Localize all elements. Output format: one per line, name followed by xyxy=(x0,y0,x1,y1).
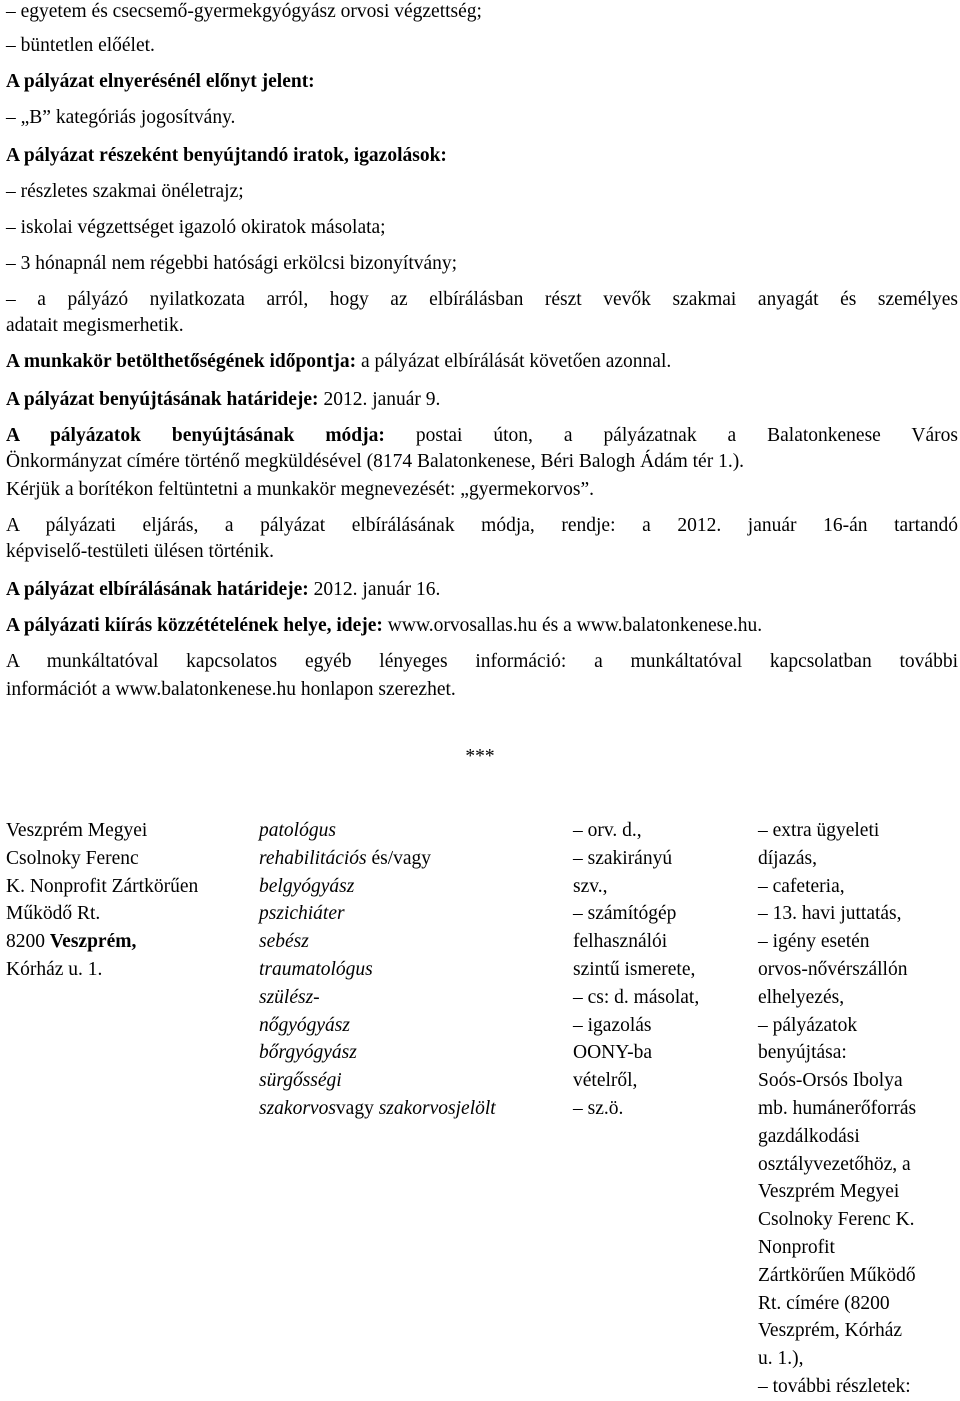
heading-text: A pályázat részeként benyújtandó iratok, igazolások: xyxy=(6,145,447,166)
benefit-line: Rt. címére (8200 xyxy=(758,1292,890,1314)
benefit-line: Csolnoky Ferenc K. xyxy=(758,1209,915,1231)
separator: *** xyxy=(465,746,495,767)
text-line xyxy=(6,350,671,374)
value-text: 2012. január 16. xyxy=(308,579,441,600)
position-line xyxy=(259,984,559,1012)
employer-line: Működő Rt. xyxy=(6,903,101,925)
label-bold: A pályázat elbírálásának határideje: xyxy=(6,579,309,600)
employer-line xyxy=(6,928,246,956)
position-title: pszichiáter xyxy=(259,903,345,925)
position-line xyxy=(259,956,559,984)
text-line: – büntetlen előélet. xyxy=(6,35,155,56)
requirement-line: szv., xyxy=(573,875,608,897)
requirement-line: – számítógép xyxy=(573,903,677,925)
employer-line: Veszprém Megyei xyxy=(6,820,148,841)
benefit-line: – pályázatok xyxy=(758,1014,858,1036)
requirement-line: – szakirányú xyxy=(573,847,673,869)
position-title: rehabilitációs xyxy=(259,847,367,869)
position-title: szakorvos xyxy=(259,1097,336,1119)
text-line: – részletes szakmai önéletrajz; xyxy=(6,181,244,202)
position-line xyxy=(259,1067,559,1095)
text-line: A pályázati eljárás, a pályázat elbírálásának módja, rendje: a 2012. január 16-án tartandó xyxy=(6,515,958,536)
employer-line: Kórház u. 1. xyxy=(6,958,103,980)
text-line: Kérjük a borítékon feltüntetni a munkakör megnevezését: „gyermekorvos”. xyxy=(6,479,595,500)
benefit-line: benyújtása: xyxy=(758,1042,847,1064)
benefit-line: Soós-Orsós Ibolya xyxy=(758,1070,903,1092)
position-title: traumatológus xyxy=(259,958,373,980)
value-text: www.orvosallas.hu és a www.balatonkenese.hu. xyxy=(382,615,763,636)
city-name: Veszprém, xyxy=(49,931,137,953)
position-line xyxy=(259,1039,559,1067)
benefit-line: osztályvezetőhöz, a xyxy=(758,1153,911,1175)
position-title: sürgősségi xyxy=(259,1070,342,1092)
connector-text: vagy xyxy=(335,1097,379,1119)
position-line xyxy=(259,1095,559,1123)
benefit-line: – 13. havi juttatás, xyxy=(758,903,902,925)
benefit-line: – cafeteria, xyxy=(758,875,845,897)
position-title: szülész- xyxy=(259,986,320,1008)
text-line xyxy=(6,578,440,602)
text-line: A munkáltatóval kapcsolatos egyéb lényeges információ: a munkáltatóval kapcsolatban további xyxy=(6,651,958,672)
label-bold: A munkakör betölthetőségének időpontja: xyxy=(6,351,357,372)
position-line xyxy=(259,900,559,928)
text-line: – 3 hónapnál nem régebbi hatósági erkölcsi bizonyítvány; xyxy=(6,253,458,274)
value-text: 2012. január 9. xyxy=(318,389,441,410)
requirements-column xyxy=(573,817,743,1123)
text-line: – „B” kategóriás jogosítvány. xyxy=(6,107,236,128)
position-line xyxy=(259,928,559,956)
position-line xyxy=(259,1012,559,1040)
benefit-line: Veszprém Megyei xyxy=(758,1181,900,1203)
text-line xyxy=(6,424,958,448)
benefit-line: – további részletek: xyxy=(758,1375,911,1397)
label-bold: A pályázatok benyújtásának módja: xyxy=(6,425,385,446)
position-title: bőrgyógyász xyxy=(259,1042,357,1064)
benefit-line: – igény esetén xyxy=(758,931,870,953)
value-text: postai úton, a pályázatnak a Balatonkenese Város xyxy=(384,425,958,446)
requirement-line: vételről, xyxy=(573,1070,638,1092)
text-line xyxy=(6,614,762,638)
requirement-line: szintű ismerete, xyxy=(573,958,696,980)
position-title: nőgyógyász xyxy=(259,1014,350,1036)
requirement-line: – sz.ö. xyxy=(573,1097,624,1119)
benefit-line: Veszprém, Kórház xyxy=(758,1320,903,1342)
employer-line: Csolnoky Ferenc xyxy=(6,847,139,869)
label-bold: A pályázat benyújtásának határideje: xyxy=(6,389,319,410)
position-title: patológus xyxy=(259,820,336,841)
benefit-line: Zártkörűen Működő xyxy=(758,1264,916,1286)
position-column xyxy=(259,817,559,1123)
heading-text: A pályázat elnyerésénél előnyt jelent: xyxy=(6,71,315,92)
benefit-line: u. 1.), xyxy=(758,1348,804,1370)
postal-code: 8200 xyxy=(6,931,50,953)
position-line xyxy=(259,845,559,873)
requirement-line: – cs: d. másolat, xyxy=(573,986,700,1008)
connector-text: és/vagy xyxy=(366,847,432,869)
text-line: – egyetem és csecsemő-gyermekgyógyász orvosi végzettség; xyxy=(6,1,482,22)
employer-line: K. Nonprofit Zártkörűen xyxy=(6,875,199,897)
position-title: sebész xyxy=(259,931,309,953)
benefit-line: Nonprofit xyxy=(758,1236,835,1258)
text-line: – iskolai végzettséget igazoló okiratok másolata; xyxy=(6,217,386,238)
requirement-line: – igazolás xyxy=(573,1014,652,1036)
requirement-line: – orv. d., xyxy=(573,820,642,841)
requirement-line: OONY-ba xyxy=(573,1042,653,1064)
benefit-line: elhelyezés, xyxy=(758,986,845,1008)
value-text: a pályázat elbírálását követően azonnal. xyxy=(356,351,672,372)
benefit-line: gazdálkodási xyxy=(758,1125,860,1147)
text-line xyxy=(6,388,440,412)
section-heading xyxy=(6,144,447,168)
position-line xyxy=(259,817,559,845)
position-title: belgyógyász xyxy=(259,875,355,897)
text-line: információt a www.balatonkenese.hu honlapon szerezhet. xyxy=(6,679,456,700)
benefit-line: mb. humánerőforrás xyxy=(758,1097,917,1119)
benefit-line: orvos-nővérszállón xyxy=(758,958,908,980)
benefit-line: díjazás, xyxy=(758,847,818,869)
position-line xyxy=(259,873,559,901)
text-line: – a pályázó nyilatkozata arról, hogy az elbírálásban részt vevők szakmai anyagát és személyes xyxy=(6,289,958,310)
text-line: adatait megismerhetik. xyxy=(6,315,184,336)
benefits-column xyxy=(758,817,958,1401)
text-line: Önkormányzat címére történő megküldésével (8174 Balatonkenese, Béri Balogh Ádám tér 1.). xyxy=(6,451,745,472)
employer-column xyxy=(6,817,246,984)
label-bold: A pályázati kiírás közzétételének helye, ideje: xyxy=(6,615,383,636)
position-title: szakorvosjelölt xyxy=(378,1097,496,1119)
requirement-line: felhasználói xyxy=(573,931,668,953)
section-heading xyxy=(6,70,315,94)
text-line: képviselő-testületi ülésen történik. xyxy=(6,541,275,562)
benefit-line: – extra ügyeleti xyxy=(758,820,880,841)
